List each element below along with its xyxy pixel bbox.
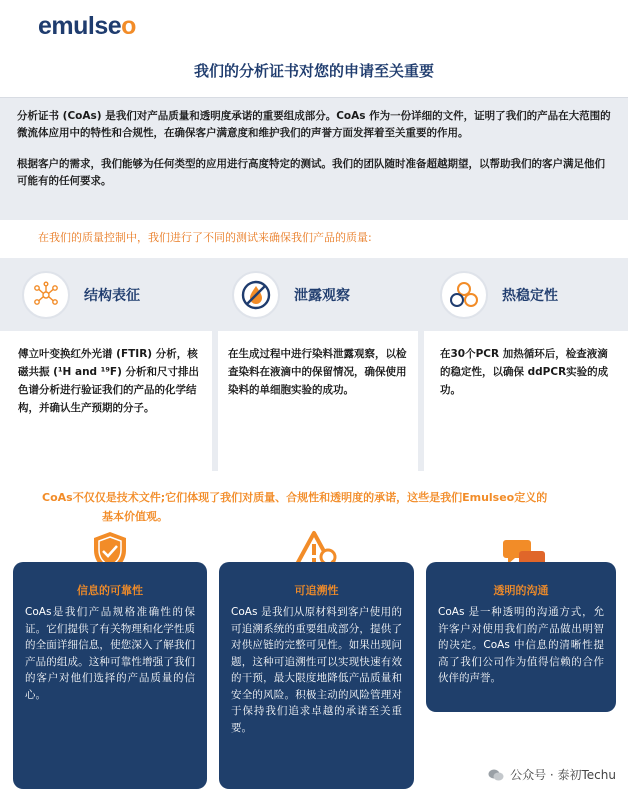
card-title-reliability: 信息的可靠性 — [77, 584, 143, 597]
intro-paragraph-1: 分析证书 (CoAs) 是我们对产品质量和透明度承诺的重要组成部分。CoAs 作为一份详细的文件，证明了我们的产品在大范围的微流体应用中的特性和合规性，在确保客户满意度和维护我们的声誉方面发挥着至关重要的作用。 — [17, 110, 611, 139]
droplets-icon — [440, 271, 488, 319]
column-body-thermal — [424, 331, 628, 471]
watermark-text: 公众号 · 泰初Techu — [510, 768, 616, 782]
wechat-icon — [488, 768, 504, 782]
quality-control-line: 在我们的质量控制中，我们进行了不同的测试来确保我们产品的质量: — [38, 231, 372, 244]
column-title-thermal: 热稳定性 — [502, 287, 558, 304]
column-text-thermal: 在30个PCR 加热循环后，检查液滴的稳定性，以确保 ddPCR实验的成功。 — [440, 348, 609, 396]
logo-accent-letter: o — [121, 12, 136, 40]
values-statement-line-1: CoAs不仅仅是技术文件;它们体现了我们对质量、合规性和透明度的承诺，这些是我们Emulseo定义的 — [42, 491, 548, 504]
card-reliability — [13, 562, 207, 789]
column-header-structure — [22, 258, 140, 331]
wechat-watermark — [488, 766, 616, 783]
column-title-leak: 泄露观察 — [294, 287, 350, 304]
dye-drop-icon — [232, 271, 280, 319]
column-body-structure — [14, 331, 212, 471]
card-text-communication: CoAs 是一种透明的沟通方式，允许客户对使用我们的产品做出明智的决定。CoAs 中信息的清晰性提高了我们公司作为值得信赖的合作伙伴的声誉。 — [438, 606, 604, 684]
column-header-thermal — [440, 258, 558, 331]
molecule-icon — [22, 271, 70, 319]
card-text-reliability: CoAs是我们产品规格准确性的保证。它们提供了有关物理和化学性质的全面详细信息，使您深入了解我们产品的组成。这种可靠性增强了我们的客户对他们选择的产品质量的信心。 — [25, 606, 195, 701]
column-text-leak: 在生成过程中进行染料泄露观察，以检查染料在液滴中的保留情况，确保使用染料的单细胞实验的成功。 — [228, 348, 407, 396]
column-header-leak — [232, 258, 350, 331]
card-text-traceability: CoAs 是我们从原材料到客户使用的可追溯系统的重要组成部分，提供了对供应链的完整可见性。如果出现问题，这种可追溯性可以实现快速有效的干预，最大限度地降低产品质量和安全的风险。积极主动的风险管理对于保持我们追求卓越的承诺至关重要。 — [231, 606, 402, 734]
card-title-traceability: 可追溯性 — [294, 584, 339, 597]
card-title-communication: 透明的沟通 — [493, 584, 549, 597]
card-traceability — [219, 562, 414, 789]
emulseo-logo — [38, 12, 136, 41]
column-title-structure: 结构表征 — [84, 287, 140, 304]
values-statement-line-2: 基本价值观。 — [102, 510, 168, 523]
tests-header-band — [0, 258, 628, 331]
logo-text: emulse — [38, 12, 122, 40]
card-communication — [426, 562, 616, 712]
intro-panel — [0, 97, 628, 220]
values-statement — [42, 488, 628, 526]
page-title: 我们的分析证书对您的申请至关重要 — [193, 62, 434, 80]
intro-paragraph-2: 根据客户的需求，我们能够为任何类型的应用进行高度特定的测试。我们的团队随时准备超越期望，以帮助我们的客户满足他们可能有的任何要求。 — [17, 158, 605, 187]
column-body-leak — [218, 331, 418, 471]
column-text-structure: 傅立叶变换红外光谱 (FTIR) 分析，核磁共振 (¹H and ¹⁹F) 分析和尺寸排出色谱分析进行验证我们的产品的化学结构，并确认生产预期的分子。 — [18, 348, 200, 414]
